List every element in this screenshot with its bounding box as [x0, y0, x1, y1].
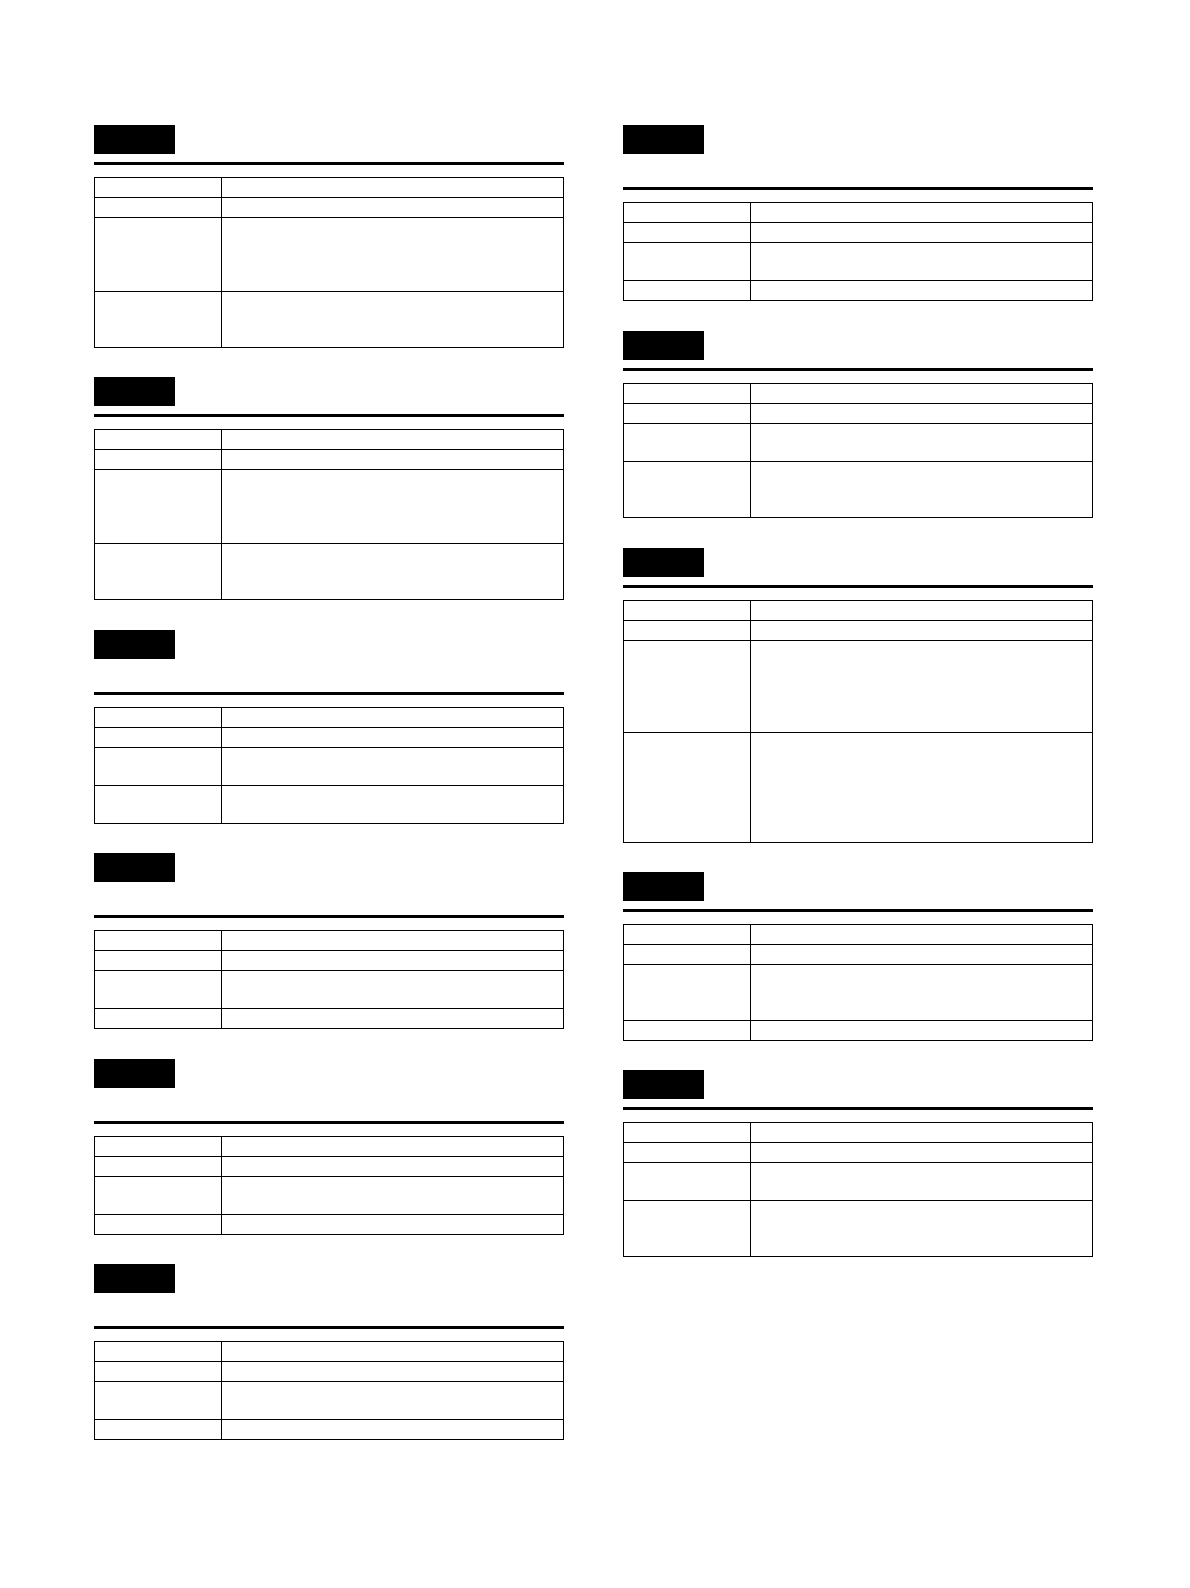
section-label-tab: [623, 548, 704, 577]
table-cell: [624, 1021, 751, 1041]
section-rule: [623, 1107, 1093, 1110]
table-cell: [624, 1163, 751, 1201]
table-cell: [95, 1215, 222, 1235]
table-cell: [751, 621, 1093, 641]
table-cell: [222, 1215, 564, 1235]
section-rule: [623, 368, 1093, 371]
spec-table: [94, 177, 564, 348]
table-cell: [624, 223, 751, 243]
table-cell: [624, 1143, 751, 1163]
table-cell: [624, 601, 751, 621]
section-rule: [94, 1121, 564, 1124]
table-cell: [222, 951, 564, 971]
table-cell: [751, 1201, 1093, 1257]
table-cell: [751, 733, 1093, 843]
table-cell: [751, 1163, 1093, 1201]
table-cell: [222, 218, 564, 292]
section-rule: [94, 162, 564, 165]
table-cell: [624, 203, 751, 223]
table-cell: [95, 1157, 222, 1177]
table-cell: [95, 931, 222, 951]
table-cell: [624, 733, 751, 843]
section-label-tab: [623, 1070, 704, 1099]
table-cell: [624, 641, 751, 733]
table-cell: [95, 544, 222, 600]
table-cell: [751, 404, 1093, 424]
section-rule: [94, 414, 564, 417]
table-cell: [751, 945, 1093, 965]
table-cell: [751, 601, 1093, 621]
table-cell: [751, 462, 1093, 518]
table-cell: [624, 462, 751, 518]
table-cell: [222, 544, 564, 600]
table-cell: [624, 1201, 751, 1257]
table-cell: [222, 470, 564, 544]
table-cell: [95, 728, 222, 748]
section-label-tab: [623, 331, 704, 360]
table-cell: [751, 1123, 1093, 1143]
table-cell: [751, 223, 1093, 243]
spec-table: [623, 383, 1093, 518]
section-label-tab: [94, 1264, 175, 1293]
table-cell: [95, 1009, 222, 1029]
table-cell: [222, 1177, 564, 1215]
table-cell: [751, 384, 1093, 404]
table-cell: [95, 198, 222, 218]
section-rule: [623, 187, 1093, 190]
table-cell: [95, 708, 222, 728]
table-cell: [222, 786, 564, 824]
table-cell: [751, 925, 1093, 945]
table-cell: [751, 203, 1093, 223]
section-label-tab: [94, 125, 175, 154]
spec-table: [623, 1122, 1093, 1257]
section-rule: [94, 692, 564, 695]
spec-table: [623, 924, 1093, 1041]
table-cell: [624, 621, 751, 641]
table-cell: [624, 1123, 751, 1143]
table-cell: [95, 450, 222, 470]
table-cell: [95, 1382, 222, 1420]
section-label-tab: [94, 377, 175, 406]
table-cell: [95, 470, 222, 544]
table-cell: [222, 292, 564, 348]
table-cell: [222, 1342, 564, 1362]
table-cell: [95, 178, 222, 198]
table-cell: [751, 641, 1093, 733]
table-cell: [95, 748, 222, 786]
table-cell: [222, 450, 564, 470]
table-cell: [222, 971, 564, 1009]
table-cell: [95, 1342, 222, 1362]
spec-table: [623, 202, 1093, 301]
table-cell: [95, 786, 222, 824]
table-cell: [624, 965, 751, 1021]
table-cell: [222, 1137, 564, 1157]
table-cell: [95, 971, 222, 1009]
table-cell: [95, 292, 222, 348]
table-cell: [222, 1157, 564, 1177]
table-cell: [222, 1362, 564, 1382]
table-cell: [222, 178, 564, 198]
table-cell: [222, 931, 564, 951]
section-rule: [623, 585, 1093, 588]
table-cell: [222, 1420, 564, 1440]
table-cell: [222, 198, 564, 218]
section-label-tab: [94, 630, 175, 659]
section-rule: [94, 1326, 564, 1329]
table-cell: [95, 1137, 222, 1157]
spec-table: [94, 429, 564, 600]
table-cell: [751, 1143, 1093, 1163]
section-rule: [94, 915, 564, 918]
spec-table: [94, 707, 564, 824]
table-cell: [95, 1362, 222, 1382]
table-cell: [624, 281, 751, 301]
spec-table: [94, 1136, 564, 1235]
table-cell: [751, 1021, 1093, 1041]
table-cell: [222, 430, 564, 450]
table-cell: [95, 1420, 222, 1440]
table-cell: [95, 430, 222, 450]
table-cell: [751, 965, 1093, 1021]
table-cell: [222, 1382, 564, 1420]
table-cell: [222, 1009, 564, 1029]
table-cell: [222, 708, 564, 728]
section-label-tab: [623, 872, 704, 901]
table-cell: [751, 281, 1093, 301]
spec-table: [94, 930, 564, 1029]
table-cell: [751, 243, 1093, 281]
table-cell: [624, 384, 751, 404]
section-label-tab: [623, 125, 704, 154]
table-cell: [624, 945, 751, 965]
section-label-tab: [94, 1059, 175, 1088]
table-cell: [624, 243, 751, 281]
table-cell: [95, 218, 222, 292]
table-cell: [222, 748, 564, 786]
table-cell: [95, 951, 222, 971]
table-cell: [751, 424, 1093, 462]
spec-table: [94, 1341, 564, 1440]
spec-table: [623, 600, 1093, 843]
table-cell: [624, 925, 751, 945]
section-rule: [623, 909, 1093, 912]
table-cell: [222, 728, 564, 748]
table-cell: [624, 404, 751, 424]
table-cell: [95, 1177, 222, 1215]
section-label-tab: [94, 853, 175, 882]
table-cell: [624, 424, 751, 462]
